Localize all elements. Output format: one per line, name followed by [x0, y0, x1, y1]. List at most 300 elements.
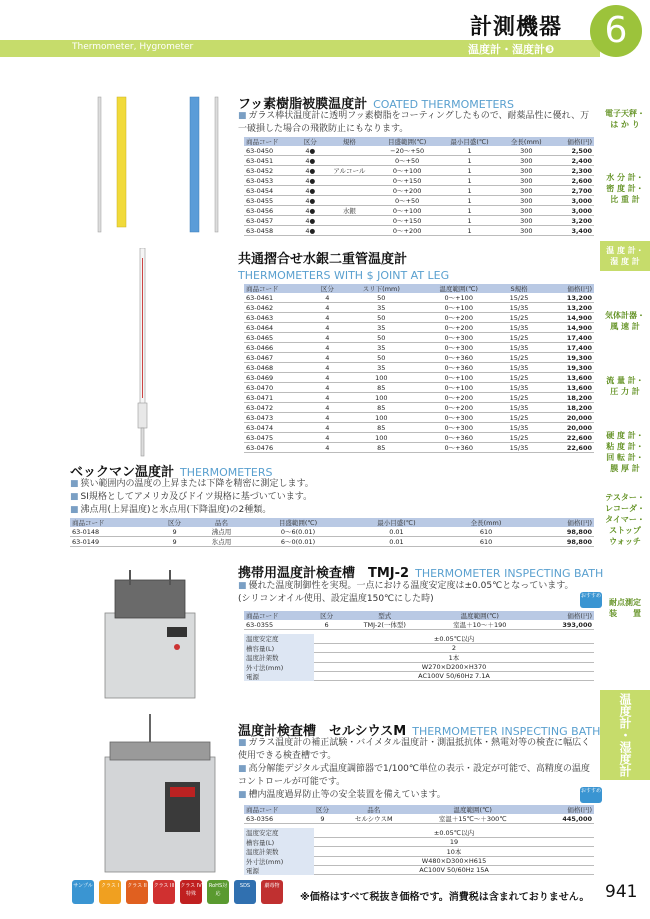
- table-cell: 4: [312, 293, 343, 303]
- table-row: [70, 537, 594, 547]
- table-cell: 1: [438, 206, 500, 216]
- side-nav-moisture[interactable]: 水 分 計・ 密 度 計・ 比 重 計: [606, 173, 644, 204]
- coated-thermometers-table: [244, 137, 594, 236]
- table-cell: 300: [501, 156, 552, 166]
- table-cell: 0〜+100: [376, 206, 438, 216]
- celsius-m-title: 温度計検査槽 セルシウスM THERMOMETER INSPECTING BATH: [238, 724, 601, 739]
- table-cell: 4: [312, 303, 343, 313]
- table-cell: −20〜+50: [376, 146, 438, 156]
- table-cell: 22,600: [540, 443, 594, 453]
- table-cell: 63-0463: [244, 313, 312, 323]
- table-cell: 4●: [298, 166, 323, 176]
- table-cell: 0〜+150: [376, 176, 438, 186]
- footer-tax-note: ※価格はすべて税抜き価格です。消費税は含まれておりません。: [300, 892, 590, 903]
- table-cell: 35: [343, 363, 419, 373]
- spec-row: [244, 847, 594, 857]
- table-cell: 0〜+360: [419, 363, 497, 373]
- table-header-cell: 温度範囲(℃): [410, 805, 535, 814]
- table-cell: 4: [312, 333, 343, 343]
- table-cell: 0〜+200: [419, 403, 497, 413]
- table-cell: 0〜+100: [419, 373, 497, 383]
- table-cell: 15/35: [498, 323, 540, 333]
- table-header-cell: 全長(mm): [501, 137, 552, 146]
- table-cell: 2,600: [552, 176, 594, 186]
- table-row: [244, 620, 594, 630]
- coated-thermometers-desc: ■ ガラス棒状温度計に透明フッ素樹脂をコーティングしたもので、耐薬品性に優れ、万一破損した場合の飛散防止にもなります。: [238, 110, 598, 136]
- table-header-cell: 価格(円): [535, 805, 594, 814]
- table-cell: 15/35: [498, 343, 540, 353]
- spec-value: ±0.05℃以内: [314, 634, 594, 644]
- table-cell: 63-0472: [244, 403, 312, 413]
- table-cell: 1: [438, 176, 500, 186]
- table-cell: 9: [308, 814, 338, 824]
- table-cell: 63-0453: [244, 176, 298, 186]
- table-cell: 20,000: [540, 413, 594, 423]
- table-cell: 63-0456: [244, 206, 298, 216]
- beckmann-bullet-2: ■ SI規格としてアメリカ及びドイツ規格に基づいています。: [70, 491, 312, 504]
- side-nav-flow[interactable]: 流 量 計・ 圧 力 計: [606, 376, 644, 396]
- table-cell: 4: [312, 383, 343, 393]
- table-row: [244, 293, 594, 303]
- spec-value: W480×D300×H615: [314, 857, 594, 866]
- table-cell: 19,300: [540, 353, 594, 363]
- table-cell: 4●: [298, 216, 323, 226]
- table-header-cell: 品名: [194, 518, 249, 527]
- table-header-cell: 価格(円): [532, 611, 594, 620]
- table-cell: 3,000: [552, 206, 594, 216]
- side-nav-dewpoint[interactable]: 耐点測定 装 置: [609, 598, 641, 618]
- table-cell: 63-0457: [244, 216, 298, 226]
- table-cell: 100: [343, 393, 419, 403]
- table-cell: 13,200: [540, 303, 594, 313]
- table-row: [244, 363, 594, 373]
- table-cell: 393,000: [532, 620, 594, 630]
- beckmann-thermometers-title: ベックマン温度計 THERMOMETERS: [70, 465, 273, 480]
- spec-row: [244, 663, 594, 672]
- table-cell: 0〜+360: [419, 443, 497, 453]
- table-cell: 2,400: [552, 156, 594, 166]
- table-cell: 0〜+100: [419, 383, 497, 393]
- beckmann-bullet-1: ■ 狭い範囲内の温度の上昇または下降を精密に測定します。: [70, 478, 314, 491]
- table-cell: 15/35: [498, 443, 540, 453]
- table-cell: 63-0450: [244, 146, 298, 156]
- table-row: [244, 814, 594, 824]
- table-cell: 0〜+50: [376, 196, 438, 206]
- spec-label: 温度計架数: [244, 847, 314, 857]
- table-cell: 2,500: [552, 146, 594, 156]
- table-cell: 9: [155, 537, 194, 547]
- table-cell: 4: [312, 423, 343, 433]
- table-header-cell: 型式: [342, 611, 427, 620]
- tmj2-table: [244, 611, 594, 630]
- table-cell: 63-0466: [244, 343, 312, 353]
- table-row: [244, 353, 594, 363]
- spec-row: [244, 644, 594, 653]
- table-header-cell: 品名: [337, 805, 410, 814]
- table-cell: 22,600: [540, 433, 594, 443]
- table-header-cell: 温度範囲(℃): [419, 284, 497, 293]
- spec-label: 温度計架数: [244, 653, 314, 663]
- table-cell: 3,200: [552, 216, 594, 226]
- table-row: [244, 333, 594, 343]
- table-cell: 4: [312, 403, 343, 413]
- table-cell: 0〜+300: [419, 423, 497, 433]
- table-cell: 0〜+300: [419, 343, 497, 353]
- table-cell: 0〜6(0.01): [249, 527, 347, 537]
- table-cell: [323, 196, 376, 206]
- table-cell: [323, 176, 376, 186]
- table-header-cell: 区分: [155, 518, 194, 527]
- table-cell: 13,600: [540, 383, 594, 393]
- table-cell: 63-0149: [70, 537, 155, 547]
- table-cell: 0〜+360: [419, 353, 497, 363]
- table-row: [244, 343, 594, 353]
- tmj2-title: 携帯用温度計検査槽 TMJ-2 THERMOMETER INSPECTING BATH: [238, 566, 604, 581]
- table-cell: [323, 156, 376, 166]
- table-cell: 4●: [298, 156, 323, 166]
- footer-badge-icon: SDS: [234, 880, 256, 904]
- table-row: [244, 323, 594, 333]
- table-cell: 氷点用: [194, 537, 249, 547]
- table-cell: 1: [438, 226, 500, 236]
- table-cell: 300: [501, 146, 552, 156]
- table-row: [244, 303, 594, 313]
- table-cell: 14,900: [540, 313, 594, 323]
- table-cell: 0〜+300: [419, 333, 497, 343]
- table-row: [244, 373, 594, 383]
- table-cell: 3,400: [552, 226, 594, 236]
- table-cell: 0.01: [347, 537, 445, 547]
- table-cell: 19,300: [540, 363, 594, 373]
- table-cell: 15/35: [498, 423, 540, 433]
- spec-value: W270×D200×H370: [314, 663, 594, 672]
- table-header-cell: 最小目盛(℃): [438, 137, 500, 146]
- side-nav-balance[interactable]: 電子天秤・ は か り: [605, 109, 645, 129]
- table-cell: 18,200: [540, 403, 594, 413]
- table-header-cell: 規格: [323, 137, 376, 146]
- table-cell: 63-0458: [244, 226, 298, 236]
- table-row: [244, 156, 594, 166]
- spec-value: ±0.05℃以内: [314, 828, 594, 838]
- table-cell: 4●: [298, 206, 323, 216]
- spec-row: [244, 828, 594, 838]
- footer-badge-icon: クラス IV特殊: [180, 880, 202, 904]
- table-cell: アルコール: [323, 166, 376, 176]
- table-cell: 15/35: [498, 403, 540, 413]
- table-cell: 6〜0(0.01): [249, 537, 347, 547]
- header-subtitle: 温度計・湿度計❸: [468, 43, 555, 56]
- table-cell: 1: [438, 156, 500, 166]
- table-cell: 63-0454: [244, 186, 298, 196]
- spec-row: [244, 838, 594, 847]
- table-cell: 35: [343, 343, 419, 353]
- table-cell: 0〜+200: [419, 323, 497, 333]
- side-nav-tester[interactable]: テスター・ レコーダ・ タイマー・ ストップ ウォッチ: [605, 493, 645, 546]
- celsius-m-bath-photo: [90, 712, 230, 877]
- table-header-cell: 区分: [308, 805, 338, 814]
- spec-row: [244, 634, 594, 644]
- table-header-cell: 価格(円): [526, 518, 594, 527]
- table-header-row: [244, 137, 594, 146]
- beckmann-table: [70, 518, 594, 547]
- table-header-cell: 目盛範囲(℃): [376, 137, 438, 146]
- table-cell: 17,400: [540, 343, 594, 353]
- table-header-cell: 商品コード: [244, 611, 311, 620]
- table-cell: 63-0355: [244, 620, 311, 630]
- table-cell: 15/25: [498, 293, 540, 303]
- table-cell: 63-0148: [70, 527, 155, 537]
- table-cell: 300: [501, 206, 552, 216]
- table-cell: 63-0474: [244, 423, 312, 433]
- double-tube-thermometers-table: [244, 284, 594, 453]
- table-row: [244, 196, 594, 206]
- table-cell: 63-0452: [244, 166, 298, 176]
- table-cell: 63-0471: [244, 393, 312, 403]
- table-cell: 4: [312, 413, 343, 423]
- table-header-cell: 商品コード: [70, 518, 155, 527]
- tmj2-spec-table: [244, 634, 594, 681]
- table-header-row: [70, 518, 594, 527]
- table-cell: 63-0468: [244, 363, 312, 373]
- table-row: [244, 423, 594, 433]
- table-header-cell: 区分: [311, 611, 342, 620]
- table-cell: 15/25: [498, 413, 540, 423]
- table-cell: 15/35: [498, 363, 540, 373]
- table-header-cell: 価格(円): [552, 137, 594, 146]
- table-cell: 15/25: [498, 433, 540, 443]
- table-cell: 63-0470: [244, 383, 312, 393]
- celsius-m-spec-table: [244, 828, 594, 875]
- table-row: [244, 443, 594, 453]
- table-cell: 50: [343, 353, 419, 363]
- table-header-cell: S規格: [498, 284, 540, 293]
- beckmann-bullet-3: ■ 沸点用(上昇温度)と氷点用(下降温度)の2種類。: [70, 504, 271, 517]
- table-cell: 300: [501, 216, 552, 226]
- spec-label: 槽容量(L): [244, 838, 314, 847]
- table-cell: 100: [343, 433, 419, 443]
- table-cell: 85: [343, 403, 419, 413]
- table-row: [244, 413, 594, 423]
- table-cell: 85: [343, 383, 419, 393]
- table-row: [244, 403, 594, 413]
- table-cell: 4: [312, 433, 343, 443]
- table-cell: 85: [343, 443, 419, 453]
- table-cell: 4●: [298, 176, 323, 186]
- table-cell: 15/35: [498, 383, 540, 393]
- table-cell: 4●: [298, 226, 323, 236]
- table-cell: [323, 186, 376, 196]
- table-header-cell: 最小目盛(℃): [347, 518, 445, 527]
- table-row: [244, 166, 594, 176]
- table-cell: 445,000: [535, 814, 594, 824]
- table-cell: 35: [343, 323, 419, 333]
- tmj2-desc: ■ 優れた温度制御性を実現。一点における温度安定度は±0.05℃となっています。(シリコンオイル使用、設定温度150℃にした時): [238, 580, 583, 606]
- table-row: [244, 313, 594, 323]
- table-cell: 4●: [298, 196, 323, 206]
- table-cell: 63-0465: [244, 333, 312, 343]
- spec-row: [244, 672, 594, 681]
- table-cell: 20,000: [540, 423, 594, 433]
- footer-badge-icon: クラス I: [99, 880, 121, 904]
- table-header-cell: 区分: [298, 137, 323, 146]
- table-cell: 610: [446, 527, 527, 537]
- spec-value: 2: [314, 644, 594, 653]
- spec-row: [244, 653, 594, 663]
- chapter-number-badge: 6: [590, 5, 642, 57]
- page-number: 941: [605, 882, 638, 902]
- table-cell: 300: [501, 176, 552, 186]
- side-nav-gas[interactable]: 気体計器・ 風 速 計: [605, 311, 645, 331]
- celsius-m-bullet-3: ■ 槽内温度過昇防止等の安全装置を備えています。: [238, 789, 578, 802]
- footer-badge-icon: RoHS対応: [207, 880, 229, 904]
- table-cell: 17,400: [540, 333, 594, 343]
- table-cell: 63-0469: [244, 373, 312, 383]
- spec-label: 電源: [244, 672, 314, 681]
- table-cell: 0〜+200: [376, 186, 438, 196]
- table-cell: 50: [343, 333, 419, 343]
- coated-thermometers-title: フッ素樹脂被膜温度計 COATED THERMOMETERS: [238, 97, 515, 112]
- table-cell: 98,800: [526, 537, 594, 547]
- spec-label: 電源: [244, 866, 314, 875]
- table-row: [244, 216, 594, 226]
- table-cell: 4: [312, 323, 343, 333]
- table-header-row: [244, 805, 594, 814]
- table-cell: 0〜+200: [419, 393, 497, 403]
- table-row: [244, 433, 594, 443]
- table-row: [244, 383, 594, 393]
- table-cell: 0.01: [347, 527, 445, 537]
- table-cell: 2,700: [552, 186, 594, 196]
- side-tab-current: 温度計・湿度計: [600, 690, 650, 780]
- table-cell: 14,900: [540, 323, 594, 333]
- celsius-m-bullet-1: ■ ガラス温度計の補正試験・バイメタル温度計・測温抵抗体・熱電対等の検査に幅広く使用できる検査槽です。: [238, 737, 593, 763]
- table-cell: 13,600: [540, 373, 594, 383]
- footer-badge-icon: クラス II: [126, 880, 148, 904]
- table-cell: 15/25: [498, 333, 540, 343]
- table-cell: 2,300: [552, 166, 594, 176]
- table-cell: [323, 146, 376, 156]
- table-row: [244, 186, 594, 196]
- table-header-row: [244, 284, 594, 293]
- double-tube-thermometers-title: 共通摺合せ水銀二重管温度計 THERMOMETERS WITH $ JOINT AT LEG: [238, 252, 450, 282]
- spec-row: [244, 866, 594, 875]
- table-cell: 300: [501, 166, 552, 176]
- table-cell: 0〜+300: [419, 413, 497, 423]
- table-cell: [323, 216, 376, 226]
- table-cell: 1: [438, 216, 500, 226]
- table-cell: 63-0464: [244, 323, 312, 333]
- spec-value: 1本: [314, 653, 594, 663]
- table-cell: 4: [312, 313, 343, 323]
- table-cell: 沸点用: [194, 527, 249, 537]
- table-cell: 4●: [298, 186, 323, 196]
- side-nav-thermometer[interactable]: 温 度 計・ 湿 度 計: [600, 241, 650, 271]
- spec-row: [244, 857, 594, 866]
- table-cell: TMJ-2(一体型): [342, 620, 427, 630]
- table-cell: 15/25: [498, 313, 540, 323]
- table-cell: 63-0356: [244, 814, 308, 824]
- table-cell: 0〜+100: [419, 293, 497, 303]
- table-cell: 室温＋10〜＋190: [427, 620, 532, 630]
- table-cell: 3,000: [552, 196, 594, 206]
- double-tube-thermometer-photo: [128, 248, 158, 458]
- table-cell: 0〜+360: [419, 433, 497, 443]
- table-cell: 50: [343, 293, 419, 303]
- table-header-cell: 商品コード: [244, 137, 298, 146]
- celsius-m-table: [244, 805, 594, 824]
- recommend-badge-2: おすすめ: [580, 787, 602, 803]
- spec-label: 槽容量(L): [244, 644, 314, 653]
- header-english: Thermometer, Hygrometer: [72, 42, 194, 52]
- spec-label: 外寸法(mm): [244, 857, 314, 866]
- table-cell: 1: [438, 146, 500, 156]
- table-cell: 63-0476: [244, 443, 312, 453]
- table-cell: 0〜+100: [419, 303, 497, 313]
- table-cell: 13,200: [540, 293, 594, 303]
- table-row: [70, 527, 594, 537]
- spec-label: 温度安定度: [244, 634, 314, 644]
- table-cell: 63-0455: [244, 196, 298, 206]
- table-header-cell: 目盛範囲(℃): [249, 518, 347, 527]
- spec-value: 10本: [314, 847, 594, 857]
- table-cell: 室温＋15℃〜＋300℃: [410, 814, 535, 824]
- table-cell: 0〜+150: [376, 216, 438, 226]
- side-nav-hardness[interactable]: 硬 度 計・ 粘 度 計・ 回 転 計・ 膜 厚 計: [606, 431, 644, 473]
- table-cell: 0〜+200: [376, 226, 438, 236]
- table-cell: 85: [343, 423, 419, 433]
- table-row: [244, 206, 594, 216]
- table-cell: [323, 226, 376, 236]
- table-cell: 15/35: [498, 303, 540, 313]
- table-cell: 0〜+200: [419, 313, 497, 323]
- table-cell: 6: [311, 620, 342, 630]
- table-row: [244, 393, 594, 403]
- footer-badge-icon: サンプル: [72, 880, 94, 904]
- table-cell: 18,200: [540, 393, 594, 403]
- spec-value: 19: [314, 838, 594, 847]
- table-cell: 1: [438, 196, 500, 206]
- table-cell: 35: [343, 303, 419, 313]
- coated-thermometer-photo: [70, 92, 230, 237]
- table-cell: 4: [312, 443, 343, 453]
- spec-value: AC100V 50/60Hz 7.1A: [314, 672, 594, 681]
- table-cell: 0〜+100: [376, 166, 438, 176]
- table-cell: 水銀: [323, 206, 376, 216]
- table-cell: 4: [312, 353, 343, 363]
- table-cell: 9: [155, 527, 194, 537]
- tmj2-bath-photo: [75, 565, 225, 705]
- table-row: [244, 176, 594, 186]
- table-header-cell: 価格(円): [540, 284, 594, 293]
- table-cell: 4●: [298, 146, 323, 156]
- table-cell: 4: [312, 373, 343, 383]
- table-cell: 100: [343, 413, 419, 423]
- footer-badge-icon: 劇毒物: [261, 880, 283, 904]
- table-header-cell: 商品コード: [244, 805, 308, 814]
- celsius-m-bullet-2: ■ 高分解能デジタル式温度調節器で1/100℃単位の表示・設定が可能で、高精度の温度コントロールが可能です。: [238, 763, 593, 789]
- table-cell: 300: [501, 186, 552, 196]
- table-cell: 1: [438, 186, 500, 196]
- spec-value: AC100V 50/60Hz 15A: [314, 866, 594, 875]
- table-header-cell: 全長(mm): [446, 518, 527, 527]
- table-cell: 4: [312, 363, 343, 373]
- table-cell: 300: [501, 226, 552, 236]
- table-cell: 15/25: [498, 393, 540, 403]
- table-cell: 63-0451: [244, 156, 298, 166]
- table-header-cell: スリ下(mm): [343, 284, 419, 293]
- table-cell: 63-0475: [244, 433, 312, 443]
- table-cell: 4: [312, 343, 343, 353]
